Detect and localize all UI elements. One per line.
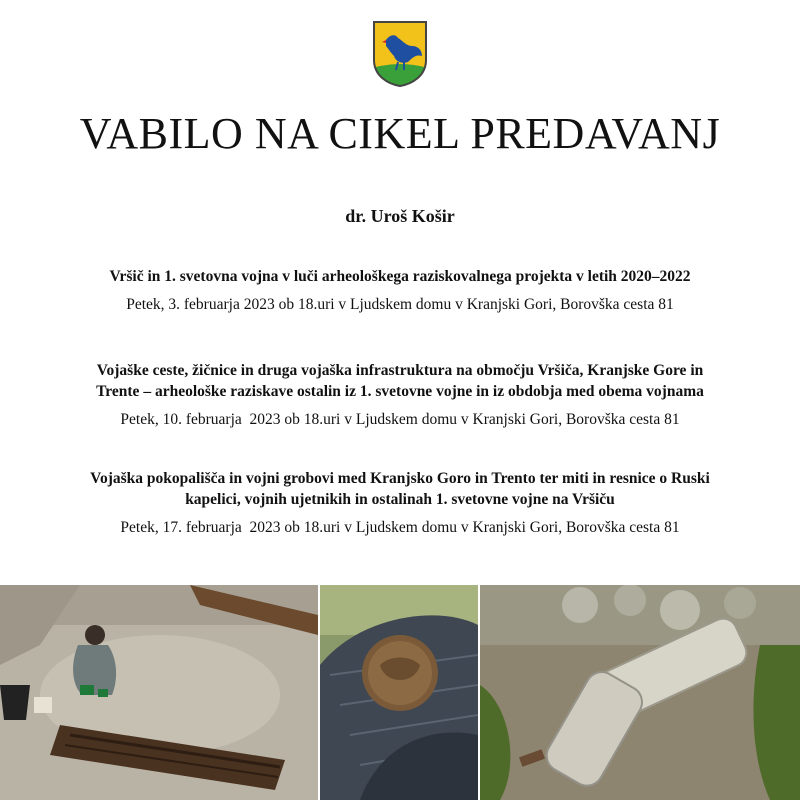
lecture-title-line: kapelici, vojnih ujetnikih in ostalinah 1. svetovne vojne na Vršiču xyxy=(185,491,615,508)
lecture-title-line: Trente – arheološke raziskave ostalin iz 1. svetovne vojne in iz obdobja med obema vojnama xyxy=(96,383,704,400)
photo-strip xyxy=(0,585,800,800)
lecture-title-line: Vojaške ceste, žičnice in druga vojaška infrastruktura na območju Vršiča, Kranjske Gore in xyxy=(96,362,704,379)
lecture-title xyxy=(20,468,780,510)
lecture-title-line: Vršič in 1. svetovna vojna v luči arheološkega raziskovalnega projekta v letih 2020–2022 xyxy=(109,268,691,285)
excavation-photo xyxy=(0,585,318,800)
stone-columns-photo xyxy=(480,585,800,800)
coat-of-arms-icon xyxy=(372,20,428,88)
lecture-detail: Petek, 17. februarja 2023 ob 18.uri v Ljudskem domu v Kranjski Gori, Borovška cesta 81 xyxy=(120,519,680,536)
lecture-3 xyxy=(20,468,780,538)
lecture-2 xyxy=(20,360,780,430)
lecture-title xyxy=(20,360,780,402)
speaker-name: dr. Uroš Košir xyxy=(345,206,455,226)
lecture-detail: Petek, 3. februarja 2023 ob 18.uri v Ljudskem domu v Kranjski Gori, Borovška cesta 81 xyxy=(126,296,674,313)
page-title: VABILO NA CIKEL PREDAVANJ xyxy=(79,109,721,158)
lecture-detail: Petek, 10. februarja 2023 ob 18.uri v Ljudskem domu v Kranjski Gori, Borovška cesta 81 xyxy=(120,411,680,428)
lecture-title xyxy=(20,266,780,287)
uniform-button-photo xyxy=(320,585,478,800)
lecture-title-line: Vojaška pokopališča in vojni grobovi med Kranjsko Goro in Trento ter miti in resnice o Ruski xyxy=(90,470,710,487)
lecture-1 xyxy=(20,266,780,315)
